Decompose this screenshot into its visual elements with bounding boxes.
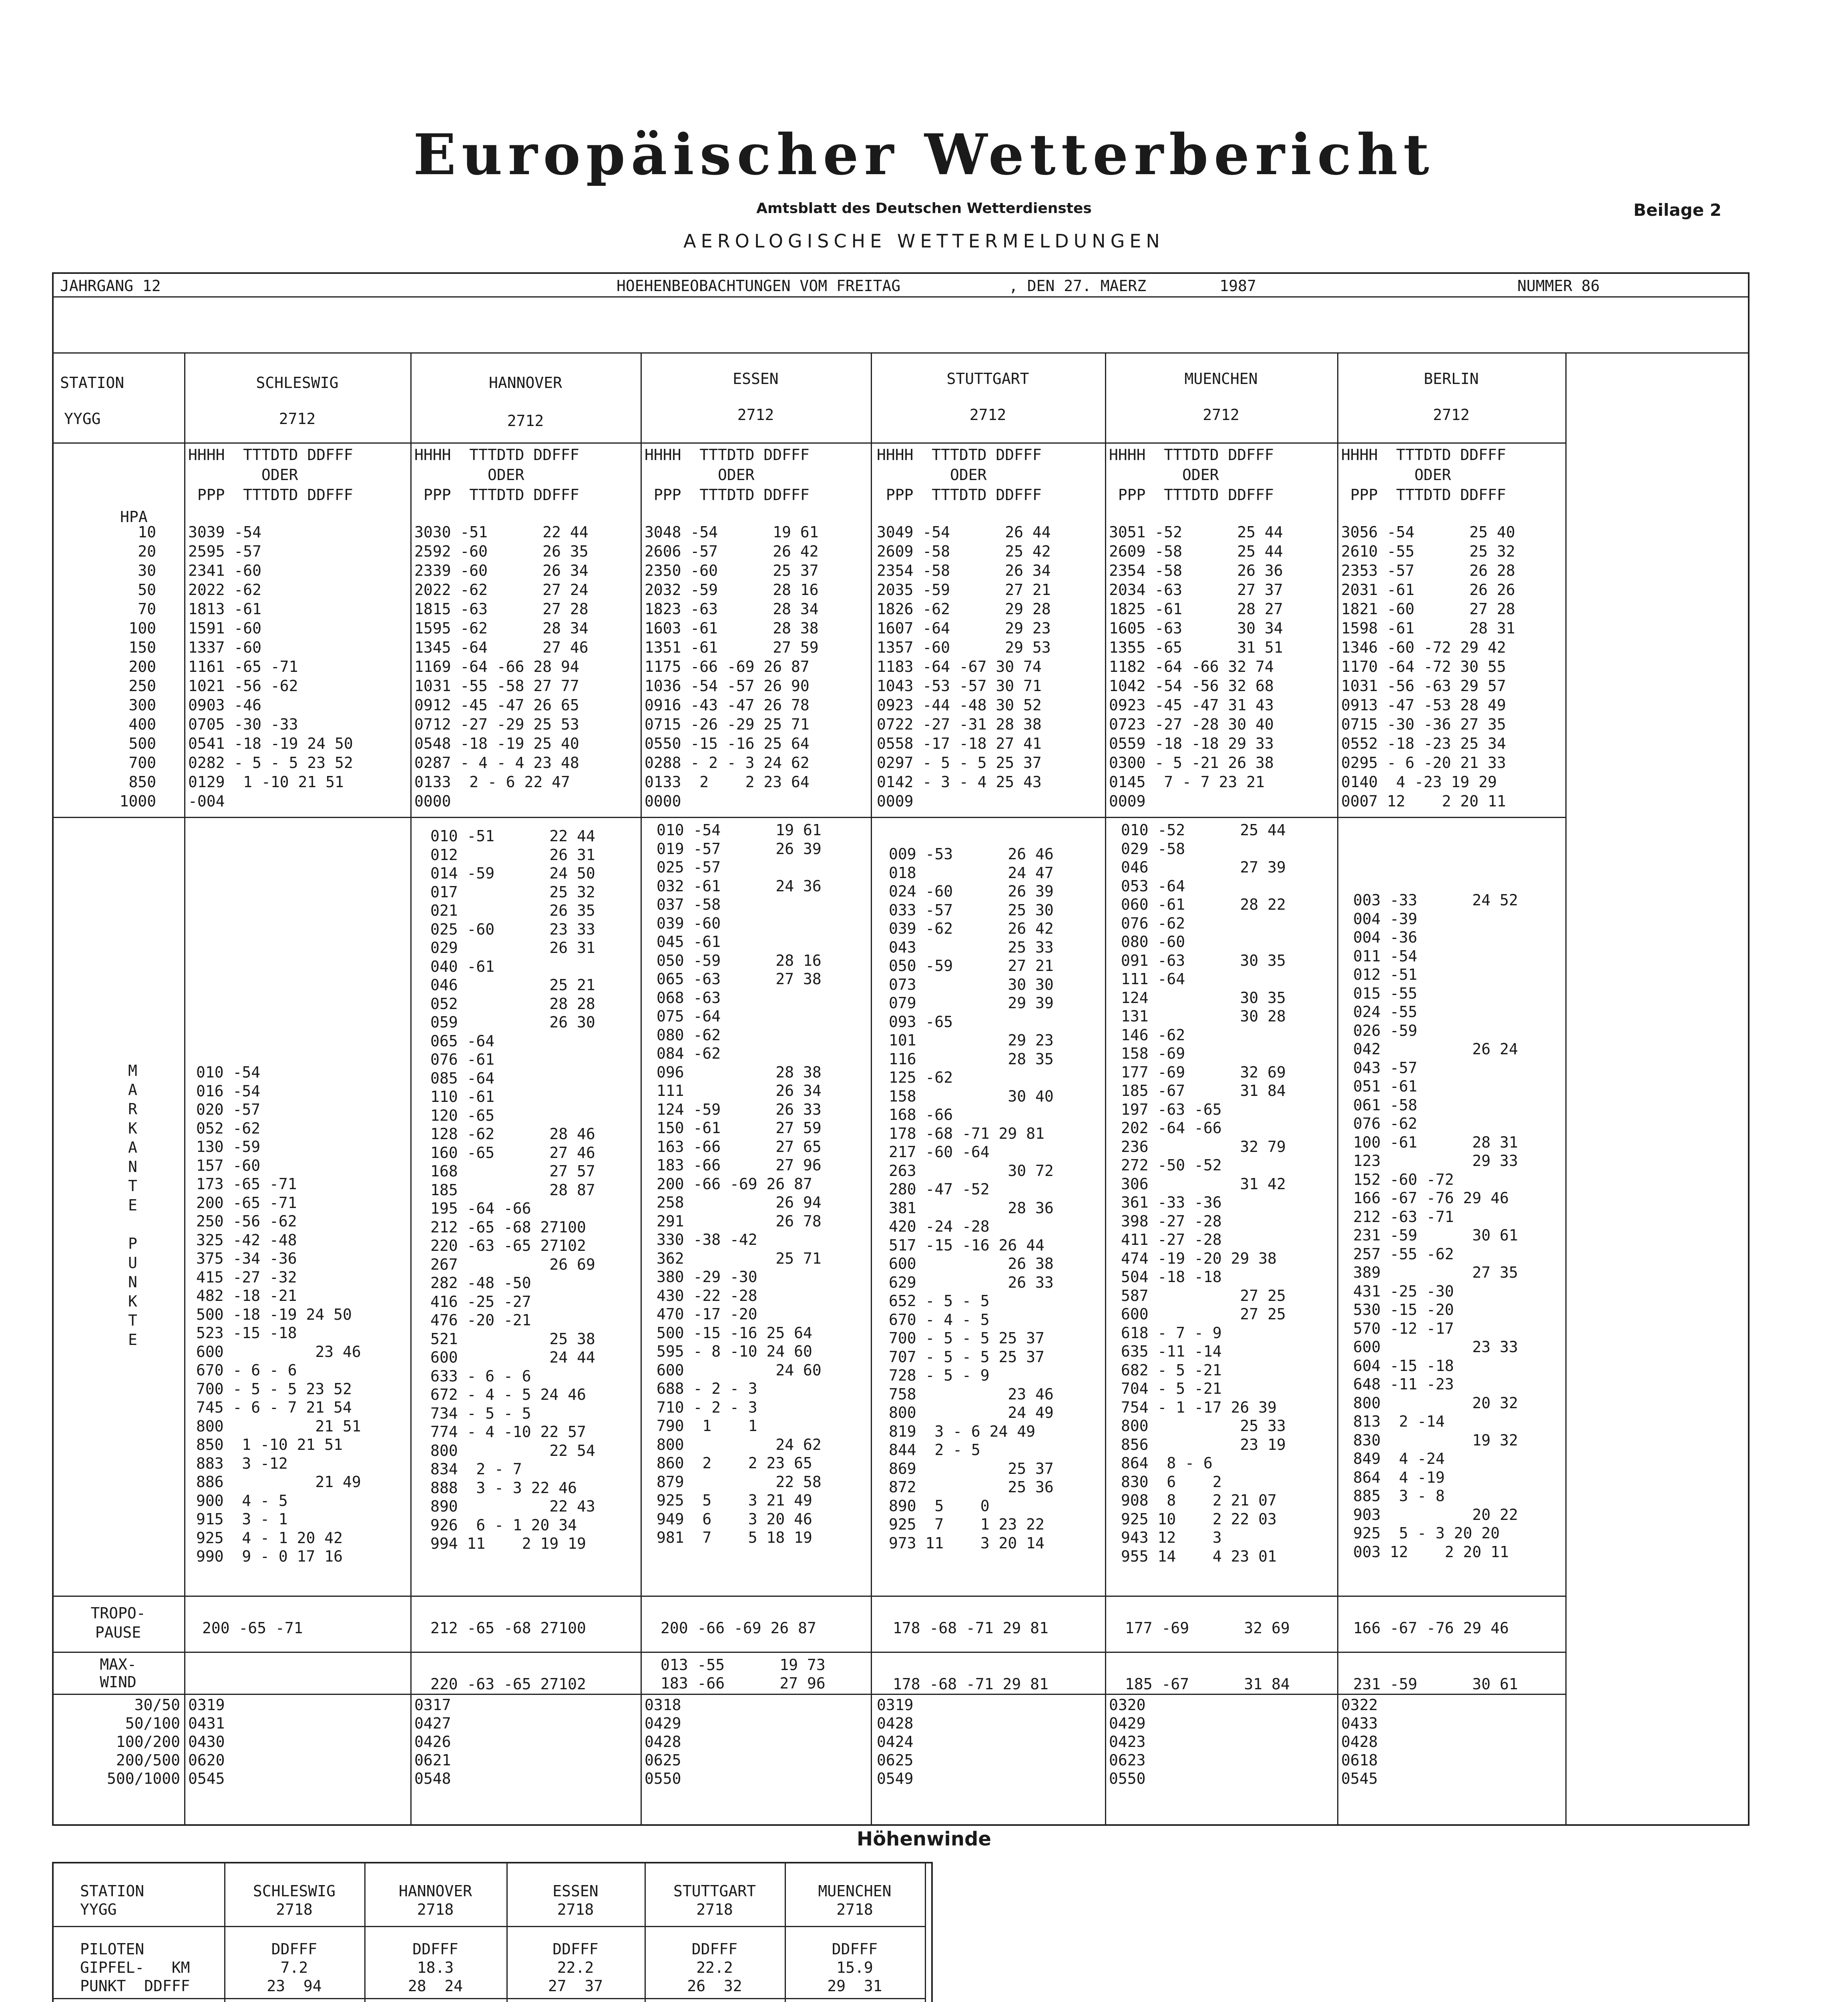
tropopause-data: 166 -67 -76 29 46: [1353, 1619, 1509, 1637]
station-yygg: 2712: [969, 406, 1006, 424]
standard-level-data: 3051 -52 25 44 2609 -58 25 44 2354 -58 26 36 2034 -63 27 37 1825 -61 28 27 1605 -63 30 34 1355 -65 31 51 1182 -64 -66 32 74 1042 -54 -56 32 68 0923 -45 -47 31 43 0723 -27 -28 30 40 0559 -18 -18 29 33 0300 - 5 -21 26 38 0145 7 - 7 23 21 0009: [1109, 523, 1283, 810]
tropopause-data: 200 -65 -71: [202, 1619, 303, 1637]
station-name: STUTTGART: [946, 370, 1029, 388]
tropopause-data: 200 -66 -69 26 87: [661, 1619, 816, 1637]
col-head-2: ODER: [414, 466, 524, 484]
pilot-label: PILOTEN GIPFEL- KM PUNKT DDFFF: [80, 1940, 190, 1995]
tropopause-data: 212 -65 -68 27100: [430, 1619, 586, 1637]
maxwind-data: 185 -67 31 84: [1125, 1675, 1290, 1693]
maxwind-data: 178 -68 -71 29 81: [893, 1675, 1049, 1693]
winds-heading: Höhenwinde: [857, 1828, 991, 1850]
significant-level-data: 010 -54 016 -54 020 -57 052 -62 130 -59 157 -60 173 -65 -71 200 -65 -71 250 -56 -62 325 -42 -48 375 -34 -36 415 -27 -32 482 -18 -21 500 -18 -19 24 50 523 -15 -18 600 23 46 670 - 6 - 6 700 - 5 - 5 23 52 745 - 6 - 7 21 54 800 21 51 850 1 -10 21 51 883 3 -12 886 21 49 900 4 - 5 915 3 - 1 925 4 - 1 20 42 990 9 - 0 17 16: [196, 1063, 361, 1565]
col-head-2: ODER: [1109, 466, 1219, 484]
col-head-3: PPP TTTDTD DDFFF: [1341, 486, 1506, 504]
thickness-data: 0322 0433 0428 0618 0545: [1341, 1696, 1378, 1787]
significant-level-data: 003 -33 24 52 004 -39 004 -36 011 -54 012 -51 015 -55 024 -55 026 -59 042 26 24 043 -57 051 -61 061 -58 076 -62 100 -61 28 31 123 29 33 152 -60 -72 166 -67 -76 29 46 212 -63 -71 231 -59 30 61 257 -55 -62 389 27 35 431 -25 -30 530 -15 -20 570 -12 -17 600 23 33 604 -15 -18 648 -11 -23 800 20 32 813 2 -14 830 19 32 849 4 -24 864 4 -19 885 3 - 8 903 20 22 925 5 - 3 20 20 003 12 2 20 11: [1353, 891, 1518, 1561]
maxwind-label: MAX- WIND: [100, 1656, 137, 1691]
thickness-data: 0317 0427 0426 0621 0548: [414, 1696, 451, 1787]
pilot-summit: DDFFF 22.2 26 32: [687, 1940, 742, 1995]
standard-level-data: 3030 -51 22 44 2592 -60 26 35 2339 -60 26 34 2022 -62 27 24 1815 -63 27 28 1595 -62 28 34 1345 -64 27 46 1169 -64 -66 28 94 1031 -55 -58 27 77 0912 -45 -47 26 65 0712 -27 -29 25 53 0548 -18 -19 25 40 0287 - 4 - 4 23 48 0133 2 - 6 22 47 0000: [414, 523, 589, 810]
subtitle: Amtsblatt des Deutschen Wetterdienstes: [756, 200, 1092, 217]
winds-station: STUTTGART 2718: [673, 1882, 756, 1918]
pilot-summit: DDFFF 22.2 27 37: [548, 1940, 603, 1995]
station-yygg: 2712: [507, 412, 544, 430]
section-title: AEROLOGISCHE WETTERMELDUNGEN: [683, 230, 1165, 252]
station-label: STATION: [60, 374, 125, 392]
col-head-2: ODER: [188, 466, 298, 484]
page-title: Europäischer Wetterbericht: [413, 122, 1435, 188]
tropopause-data: 177 -69 32 69: [1125, 1619, 1290, 1637]
winds-station: SCHLESWIG 2718: [253, 1882, 335, 1918]
col-head-2: ODER: [645, 466, 755, 484]
col-head-3: PPP TTTDTD DDFFF: [645, 486, 810, 504]
significant-level-data: 009 -53 26 46 018 24 47 024 -60 26 39 033 -57 25 30 039 -62 26 42 043 25 33 050 -59 27 21 073 30 30 079 29 39 093 -65 101 29 23 116 28 35 125 -62 158 30 40 168 -66 178 -68 -71 29 81 217 -60 -64 263 30 72 280 -47 -52 381 28 36 420 -24 -28 517 -15 -16 26 44 600 26 38 629 26 33 652 - 5 - 5 670 - 4 - 5 700 - 5 - 5 25 37 707 - 5 - 5 25 37 728 - 5 - 9 758 23 46 800 24 49 819 3 - 6 24 49 844 2 - 5 869 25 37 872 25 36 890 5 0 925 7 1 23 22 973 11 3 20 14: [889, 845, 1054, 1552]
pilot-summit: DDFFF 18.3 28 24: [408, 1940, 463, 1995]
hpa-label: HPA: [120, 508, 148, 526]
col-head-1: HHHH TTTDTD DDFFF: [414, 446, 579, 464]
col-head-3: PPP TTTDTD DDFFF: [414, 486, 579, 504]
station-yygg: 2712: [279, 410, 316, 428]
thickness-data: 0320 0429 0423 0623 0550: [1109, 1696, 1146, 1787]
standard-level-data: 3048 -54 19 61 2606 -57 26 42 2350 -60 25 37 2032 -59 28 16 1823 -63 28 34 1603 -61 28 38 1351 -61 27 59 1175 -66 -69 26 87 1036 -54 -57 26 90 0916 -43 -47 26 78 0715 -26 -29 25 71 0550 -15 -16 25 64 0288 - 2 - 3 24 62 0133 2 2 23 64 0000: [645, 523, 819, 810]
thickness-data: 0318 0429 0428 0625 0550: [645, 1696, 681, 1787]
maxwind-data: 231 -59 30 61: [1353, 1675, 1518, 1693]
station-yygg: 2712: [737, 406, 774, 424]
col-head-1: HHHH TTTDTD DDFFF: [1341, 446, 1506, 464]
pilot-summit: DDFFF 15.9 29 31: [827, 1940, 882, 1995]
col-head-3: PPP TTTDTD DDFFF: [188, 486, 353, 504]
markante-punkte-label: M A R K A N T E P U N K T E: [128, 1062, 137, 1349]
station-name: SCHLESWIG: [256, 374, 339, 392]
winds-station: ESSEN 2718: [552, 1882, 599, 1918]
tropopause-data: 178 -68 -71 29 81: [893, 1619, 1049, 1637]
observation-date: , DEN 27. MAERZ 1987: [1009, 277, 1256, 295]
winds-station-label: STATION YYGG: [80, 1882, 145, 1918]
col-head-1: HHHH TTTDTD DDFFF: [645, 446, 810, 464]
station-yygg: 2712: [1433, 406, 1470, 424]
station-name: BERLIN: [1424, 370, 1479, 388]
maxwind-data: 220 -63 -65 27102: [430, 1675, 586, 1693]
col-head-2: ODER: [877, 466, 987, 484]
winds-station: MUENCHEN 2718: [818, 1882, 892, 1918]
pressure-levels: 10 20 30 50 70 100 150 200 250 300 400 500 700 850 1000: [119, 523, 156, 810]
col-head-3: PPP TTTDTD DDFFF: [877, 486, 1042, 504]
maxwind-data: 013 -55 19 73 183 -66 27 96: [661, 1656, 826, 1692]
jahrgang: JAHRGANG 12: [60, 277, 161, 295]
standard-level-data: 3039 -54 2595 -57 2341 -60 2022 -62 1813 -61 1591 -60 1337 -60 1161 -65 -71 1021 -56 -62 0903 -46 0705 -30 -33 0541 -18 -19 24 50 0282 - 5 - 5 23 52 0129 1 -10 21 51 -004: [188, 523, 353, 810]
col-head-1: HHHH TTTDTD DDFFF: [877, 446, 1042, 464]
thickness-data: 0319 0428 0424 0625 0549: [877, 1696, 914, 1787]
col-head-1: HHHH TTTDTD DDFFF: [1109, 446, 1274, 464]
col-head-1: HHHH TTTDTD DDFFF: [188, 446, 353, 464]
significant-level-data: 010 -54 19 61 019 -57 26 39 025 -57 032 -61 24 36 037 -58 039 -60 045 -61 050 -59 28 16 065 -63 27 38 068 -63 075 -64 080 -62 084 -62 096 28 38 111 26 34 124 -59 26 33 150 -61 27 59 163 -66 27 65 183 -66 27 96 200 -66 -69 26 87 258 26 94 291 26 78 330 -38 -42 362 25 71 380 -29 -30 430 -22 -28 470 -17 -20 500 -15 -16 25 64 595 - 8 -10 24 60 600 24 60 688 - 2 - 3 710 - 2 - 3 790 1 1 800 24 62 860 2 2 23 65 879 22 58 925 5 3 21 49 949 6 3 20 46 981 7 5 18 19: [657, 821, 822, 1546]
station-name: HANNOVER: [488, 374, 562, 392]
supplement-label: Beilage 2: [1633, 200, 1722, 220]
yygg-label: YYGG: [64, 410, 101, 428]
significant-level-data: 010 -51 22 44 012 26 31 014 -59 24 50 017 25 32 021 26 35 025 -60 23 33 029 26 31 040 -61 046 25 21 052 28 28 059 26 30 065 -64 076 -61 085 -64 110 -61 120 -65 128 -62 28 46 160 -65 27 46 168 27 57 185 28 87 195 -64 -66 212 -65 -68 27100 220 -63 -65 27102 267 26 69 282 -48 -50 416 -25 -27 476 -20 -21 521 25 38 600 24 44 633 - 6 - 6 672 - 4 - 5 24 46 734 - 5 - 5 774 - 4 -10 22 57 800 22 54 834 2 - 7 888 3 - 3 22 46 890 22 43 926 6 - 1 20 34 994 11 2 19 19: [430, 827, 595, 1552]
issue-number: NUMMER 86: [1517, 277, 1600, 295]
standard-level-data: 3049 -54 26 44 2609 -58 25 42 2354 -58 26 34 2035 -59 27 21 1826 -62 29 28 1607 -64 29 23 1357 -60 29 53 1183 -64 -67 30 74 1043 -53 -57 30 71 0923 -44 -48 30 52 0722 -27 -31 28 38 0558 -17 -18 27 41 0297 - 5 - 5 25 37 0142 - 3 - 4 25 43 0009: [877, 523, 1051, 810]
tropopause-label: TROPO- PAUSE: [90, 1604, 146, 1641]
thickness-layers: 30/50 50/100 100/200 200/500 500/1000: [106, 1696, 180, 1787]
station-name: ESSEN: [733, 370, 779, 388]
col-head-3: PPP TTTDTD DDFFF: [1109, 486, 1274, 504]
significant-level-data: 010 -52 25 44 029 -58 046 27 39 053 -64 060 -61 28 22 076 -62 080 -60 091 -63 30 35 111 -64 124 30 35 131 30 28 146 -62 158 -69 177 -69 32 69 185 -67 31 84 197 -63 -65 202 -64 -66 236 32 79 272 -50 -52 306 31 42 361 -33 -36 398 -27 -28 411 -27 -28 474 -19 -20 29 38 504 -18 -18 587 27 25 600 27 25 618 - 7 - 9 635 -11 -14 682 - 5 -21 704 - 5 -21 754 - 1 -17 26 39 800 25 33 856 23 19 864 8 - 6 830 6 2 908 8 2 21 07 925 10 2 22 03 943 12 3 955 14 4 23 01: [1121, 821, 1286, 1565]
station-yygg: 2712: [1203, 406, 1239, 424]
station-name: MUENCHEN: [1184, 370, 1258, 388]
col-head-2: ODER: [1341, 466, 1451, 484]
pilot-summit: DDFFF 7.2 23 94: [267, 1940, 322, 1995]
observation-title: HOEHENBEOBACHTUNGEN VOM FREITAG: [617, 277, 901, 295]
thickness-data: 0319 0431 0430 0620 0545: [188, 1696, 225, 1787]
standard-level-data: 3056 -54 25 40 2610 -55 25 32 2353 -57 26 28 2031 -61 26 26 1821 -60 27 28 1598 -61 28 31 1346 -60 -72 29 42 1170 -64 -72 30 55 1031 -56 -63 29 57 0913 -47 -53 28 49 0715 -30 -36 27 35 0552 -18 -23 25 34 0295 - 6 -20 21 33 0140 4 -23 19 29 0007 12 2 20 11: [1341, 523, 1515, 810]
winds-station: HANNOVER 2718: [398, 1882, 472, 1918]
